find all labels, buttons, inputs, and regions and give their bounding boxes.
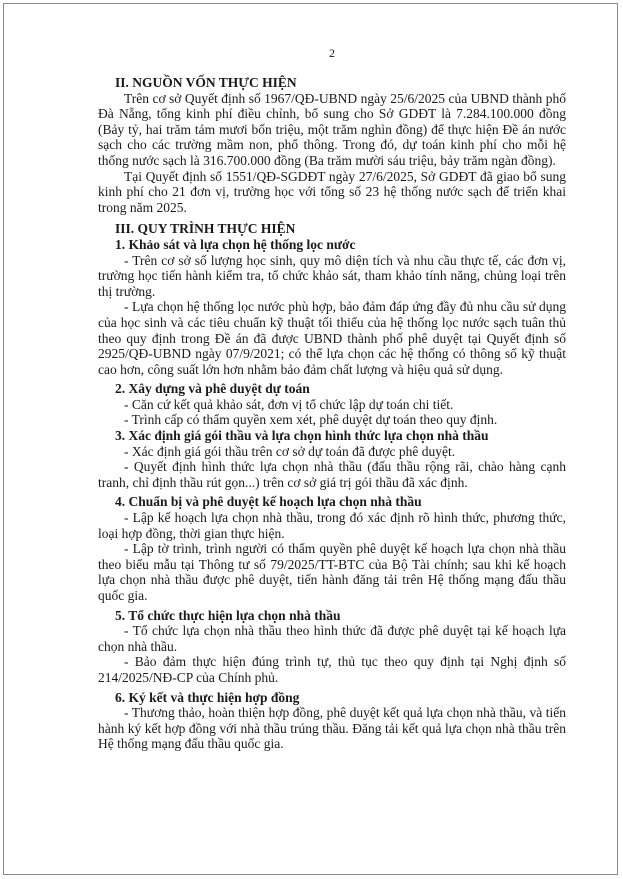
step-paragraph: - Lựa chọn hệ thống lọc nước phù hợp, bảo đảm đáp ứng đầy đủ nhu cầu sử dụng của học sinh và các tiêu chuẩn kỹ thuật tối thiểu của hệ thống lọc nước sạch tuân thủ theo quy định trong Đề án đã được UBND thành phố phê duyệt tại Quyết định số 2925/QĐ-UBND ngày 07/9/2021; có thể lựa chọn các hệ thống có thông số kỹ thuật cao hơn, công suất lớn hơn nhằm bảo đảm chất lượng và hiệu quả sử dụng.: [98, 299, 566, 377]
document-body: [98, 46, 566, 752]
step-heading: 2. Xây dựng và phê duyệt dự toán: [115, 381, 310, 397]
step-paragraph: - Lập tờ trình, trình người có thẩm quyền phê duyệt kế hoạch lựa chọn nhà thầu theo biểu mẫu tại Thông tư số 79/2025/TT-BTC của Bộ Tài chính; sau khi kế hoạch lựa chọn nhà thầu được phê duyệt, tiến hành đăng tải trên Hệ thống mạng đấu thầu quốc gia.: [98, 541, 566, 603]
step-heading: 6. Ký kết và thực hiện hợp đồng: [115, 689, 300, 705]
step-heading: 4. Chuẩn bị và phê duyệt kế hoạch lựa chọn nhà thầu: [115, 494, 422, 510]
step-paragraph: - Xác định giá gói thầu trên cơ sở dự toán đã được phê duyệt.: [124, 443, 456, 459]
step-paragraph: - Thương thảo, hoàn thiện hợp đồng, phê duyệt kết quả lựa chọn nhà thầu, và tiến hành ký kết hợp đồng với nhà thầu trúng thầu. Đăng tải kết quả lựa chọn nhà thầu trên Hệ thống mạng đấu thầu quốc gia.: [98, 705, 566, 752]
step-heading: 5. Tổ chức thực hiện lựa chọn nhà thầu: [115, 607, 341, 623]
step-paragraph: - Trình cấp có thẩm quyền xem xét, phê duyệt dự toán theo quy định.: [124, 412, 498, 428]
section-2-heading: II. NGUỒN VỐN THỰC HIỆN: [115, 75, 297, 90]
step-paragraph: - Lập kế hoạch lựa chọn nhà thầu, trong đó xác định rõ hình thức, phương thức, loại hợp đồng, thời gian thực hiện.: [98, 510, 566, 541]
step-paragraph: - Bảo đảm thực hiện đúng trình tự, thủ tục theo quy định tại Nghị định số 214/2025/NĐ-CP của Chính phủ.: [98, 654, 566, 685]
step-paragraph: - Căn cứ kết quả khảo sát, đơn vị tổ chức lập dự toán chi tiết.: [124, 396, 454, 412]
page-number: 2: [329, 46, 335, 60]
section-3-heading: III. QUY TRÌNH THỰC HIỆN: [115, 221, 296, 237]
step-paragraph: - Quyết định hình thức lựa chọn nhà thầu (đấu thầu rộng rãi, chào hàng cạnh tranh, chỉ định thầu rút gọn...) trên cơ sở giá trị gói thầu đã xác định.: [98, 459, 566, 490]
step-paragraph: - Tổ chức lựa chọn nhà thầu theo hình thức đã được phê duyệt tại kế hoạch lựa chọn nhà thầu.: [98, 623, 566, 654]
section-2-paragraph: Trên cơ sở Quyết định số 1967/QĐ-UBND ngày 25/6/2025 của UBND thành phố Đà Nẵng, tổng kinh phí điều chỉnh, bổ sung cho Sở GDĐT là 7.284.100.000 đồng (Bảy tỷ, hai trăm tám mươi bốn triệu, một trăm nghìn đồng) để thực hiện Đề án nước sạch cho các trường mầm non, phổ thông. Trong đó, dự toán kinh phí cho mỗi hệ thống nước sạch là 316.700.000 đồng (Ba trăm mười sáu triệu, bảy trăm ngàn đồng).: [98, 90, 566, 168]
step-paragraph: - Trên cơ sở số lượng học sinh, quy mô diện tích và nhu cầu thực tế, các đơn vị, trường học tiến hành kiểm tra, tổ chức khảo sát, tham khảo tính năng, chủng loại trên thị trường.: [98, 252, 566, 299]
document-page: [3, 3, 618, 875]
step-heading: 1. Khảo sát và lựa chọn hệ thống lọc nước: [115, 236, 356, 252]
step-heading: 3. Xác định giá gói thầu và lựa chọn hình thức lựa chọn nhà thầu: [115, 428, 489, 444]
section-2-paragraph: Tại Quyết định số 1551/QĐ-SGDĐT ngày 27/6/2025, Sở GDĐT đã giao bổ sung kinh phí cho 21 đơn vị, trường học với tổng số 23 hệ thống nước sạch để triển khai trong năm 2025.: [98, 168, 566, 215]
